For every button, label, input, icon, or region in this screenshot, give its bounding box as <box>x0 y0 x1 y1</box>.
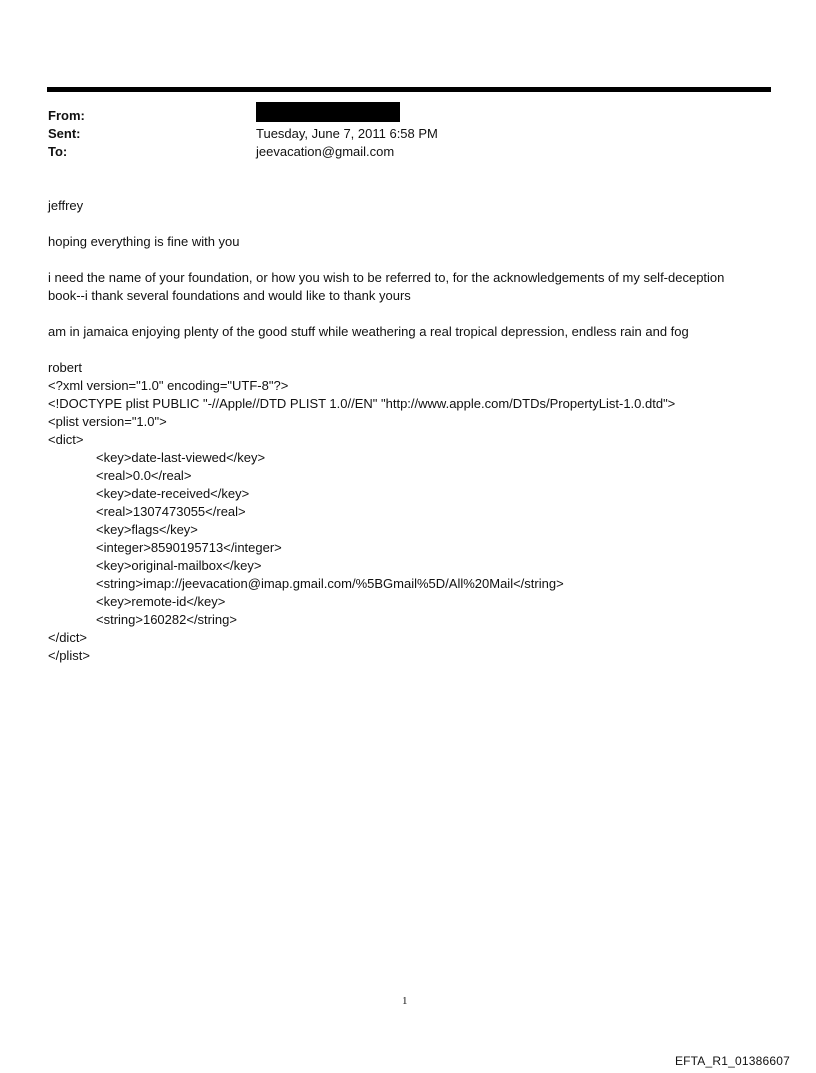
sent-label: Sent: <box>48 126 81 141</box>
plist-line: <real>0.0</real> <box>96 468 192 483</box>
plist-line: <integer>8590195713</integer> <box>96 540 282 555</box>
sent-value: Tuesday, June 7, 2011 6:58 PM <box>256 126 438 141</box>
greeting: jeffrey <box>48 198 84 213</box>
plist-line: <key>original-mailbox</key> <box>96 558 262 573</box>
redacted-sender <box>256 102 400 122</box>
plist-line: <!DOCTYPE plist PUBLIC "-//Apple//DTD PLIST 1.0//EN" "http://www.apple.com/DTDs/PropertyList-1.0.dtd"> <box>48 396 676 411</box>
plist-line: </plist> <box>48 648 90 663</box>
plist-line: <plist version="1.0"> <box>48 414 167 429</box>
from-label: From: <box>48 108 85 123</box>
plist-line: <key>flags</key> <box>96 522 198 537</box>
paragraph-3: am in jamaica enjoying plenty of the good stuff while weathering a real tropical depression, endless rain and fog <box>48 324 689 339</box>
plist-line: <dict> <box>48 432 84 447</box>
page-number: 1 <box>402 995 408 1007</box>
to-value: jeevacation@gmail.com <box>256 144 395 159</box>
to-label: To: <box>48 144 68 159</box>
plist-line: <string>imap://jeevacation@imap.gmail.com/%5BGmail%5D/All%20Mail</string> <box>96 576 564 591</box>
plist-line: <key>remote-id</key> <box>96 594 226 609</box>
paragraph-2-line-2: book--i thank several foundations and would like to thank yours <box>48 288 411 303</box>
bates-stamp: EFTA_R1_01386607 <box>674 1054 790 1068</box>
plist-line: </dict> <box>48 630 88 645</box>
signature: robert <box>48 360 82 375</box>
header-rule <box>47 87 771 92</box>
paragraph-2-line-1: i need the name of your foundation, or how you wish to be referred to, for the acknowledgements of my self-deception <box>48 270 725 285</box>
plist-line: <real>1307473055</real> <box>96 504 246 519</box>
paragraph-1: hoping everything is fine with you <box>48 234 240 249</box>
plist-line: <string>160282</string> <box>96 612 237 627</box>
plist-line: <key>date-last-viewed</key> <box>96 450 266 465</box>
plist-line: <?xml version="1.0" encoding="UTF-8"?> <box>48 378 289 393</box>
plist-line: <key>date-received</key> <box>96 486 250 501</box>
